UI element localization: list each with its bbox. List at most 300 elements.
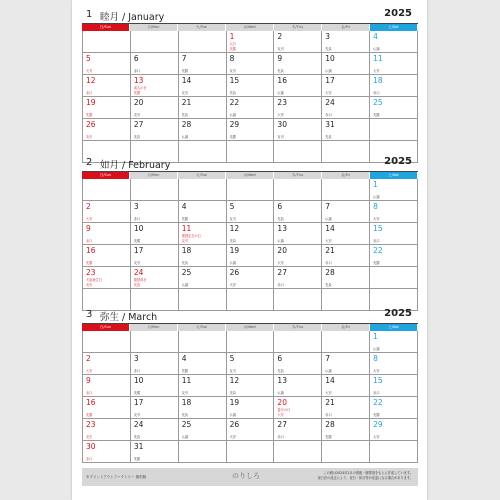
day-number: 12 xyxy=(229,224,240,233)
day-cell xyxy=(370,331,418,353)
day-number: 4 xyxy=(373,32,378,41)
day-cell xyxy=(131,119,179,141)
rokuyo-label: 先勝 xyxy=(325,435,332,439)
rokuyo-label: 大安 xyxy=(86,217,93,221)
day-cell xyxy=(131,75,179,97)
day-number: 18 xyxy=(181,398,192,407)
rokuyo-label: 先負 xyxy=(133,435,141,439)
empty-day-cell xyxy=(370,441,418,463)
day-cell xyxy=(274,223,322,245)
day-number: 2 xyxy=(277,32,283,41)
day-cell xyxy=(274,53,322,75)
day-number: 18 xyxy=(181,246,192,255)
empty-day-cell xyxy=(131,331,179,353)
rokuyo-label: 友引 xyxy=(86,283,93,287)
day-cell xyxy=(83,441,131,463)
day-cell xyxy=(83,223,131,245)
rokuyo-label: 仏滅 xyxy=(277,91,284,95)
rokuyo-label: 先勝 xyxy=(229,135,236,139)
day-number: 5 xyxy=(229,202,235,211)
day-cell xyxy=(227,245,275,267)
day-number: 28 xyxy=(325,268,335,277)
weekday-header xyxy=(82,172,418,179)
rokuyo-label: 赤口 xyxy=(277,283,284,287)
weekday-label: 木/Thu xyxy=(274,24,322,31)
day-cell xyxy=(274,375,322,397)
rokuyo-label: 大安 xyxy=(277,113,284,117)
empty-day-cell xyxy=(83,331,131,353)
day-cell xyxy=(179,245,227,267)
day-cell xyxy=(274,419,322,441)
day-cell xyxy=(322,267,370,289)
day-number: 25 xyxy=(181,268,192,277)
day-cell xyxy=(131,97,179,119)
empty-day-cell xyxy=(370,267,418,289)
day-cell xyxy=(131,267,179,289)
day-number: 4 xyxy=(181,354,187,363)
day-cell xyxy=(322,375,370,397)
rokuyo-label: 仏滅 xyxy=(181,135,189,139)
day-number: 27 xyxy=(277,420,287,429)
rokuyo-label: 赤口 xyxy=(133,369,141,373)
day-cell xyxy=(227,201,275,223)
footer-note-line-2: 祝日法の改正により、祝日・休日等が変更になる場合があります。 xyxy=(317,476,413,480)
day-number: 8 xyxy=(373,354,378,363)
day-cell xyxy=(83,53,131,75)
day-number: 29 xyxy=(229,120,240,129)
rokuyo-label: 仏滅 xyxy=(325,69,332,73)
rokuyo-label: 先勝 xyxy=(86,413,93,417)
day-cell xyxy=(322,31,370,53)
day-cell xyxy=(131,53,179,75)
day-cell xyxy=(227,119,275,141)
empty-day-cell xyxy=(370,119,418,141)
day-cell xyxy=(131,441,179,463)
day-number: 22 xyxy=(373,246,383,255)
day-cell xyxy=(83,75,131,97)
rokuyo-label: 先負 xyxy=(181,261,189,265)
day-number: 24 xyxy=(133,268,144,277)
day-cell xyxy=(274,245,322,267)
day-cell xyxy=(227,53,275,75)
day-cell xyxy=(322,119,370,141)
rokuyo-label: 先勝 xyxy=(373,413,380,417)
weekday-label: 金/Fri xyxy=(322,172,370,179)
rokuyo-label: 先負 xyxy=(325,135,332,139)
day-cell xyxy=(179,97,227,119)
empty-day-cell xyxy=(227,331,275,353)
rokuyo-label: 赤口 xyxy=(86,239,93,243)
rokuyo-label: 先勝 xyxy=(181,217,189,221)
rokuyo-label: 先負 xyxy=(229,91,236,95)
rokuyo-label: 仏滅 xyxy=(277,391,284,395)
rokuyo-label: 友引 xyxy=(229,69,236,73)
day-cell xyxy=(179,397,227,419)
day-cell xyxy=(131,375,179,397)
rokuyo-label: 赤口 xyxy=(325,113,332,117)
weekday-header xyxy=(82,324,418,331)
day-number: 21 xyxy=(181,98,192,107)
month-number: 3 xyxy=(86,309,93,320)
rokuyo-label: 先負 xyxy=(133,135,141,139)
day-cell xyxy=(83,245,131,267)
day-number: 26 xyxy=(229,420,240,429)
day-cell xyxy=(131,419,179,441)
day-number: 28 xyxy=(181,120,192,129)
empty-day-cell xyxy=(179,31,227,53)
empty-day-cell xyxy=(131,31,179,53)
month-header xyxy=(82,308,418,324)
empty-day-cell xyxy=(131,179,179,201)
rokuyo-label: 友引 xyxy=(181,239,189,243)
day-number: 14 xyxy=(325,224,335,233)
day-number: 10 xyxy=(133,376,144,385)
empty-day-cell xyxy=(227,179,275,201)
day-number: 21 xyxy=(325,398,335,407)
day-number: 6 xyxy=(277,354,283,363)
day-number: 19 xyxy=(86,98,96,107)
day-number: 16 xyxy=(86,246,96,255)
month-name: 弥生 / March xyxy=(100,312,158,323)
day-number: 6 xyxy=(133,54,139,63)
rokuyo-label: 赤口 xyxy=(373,391,380,395)
rokuyo-label: 先勝 xyxy=(86,113,93,117)
month-february xyxy=(82,156,418,311)
day-number: 7 xyxy=(325,354,331,363)
calendar-sheet xyxy=(72,0,427,500)
day-number: 10 xyxy=(325,54,335,63)
day-number: 26 xyxy=(86,120,96,129)
day-cell xyxy=(179,375,227,397)
rokuyo-label: 赤口 xyxy=(86,457,93,461)
rokuyo-label: 赤口 xyxy=(373,91,380,95)
weekday-label: 土/Sat xyxy=(370,172,418,179)
holiday-name: 振替休日 xyxy=(133,278,147,282)
day-cell xyxy=(322,223,370,245)
rokuyo-label: 先勝 xyxy=(133,91,141,95)
rokuyo-label: 仏滅 xyxy=(325,369,332,373)
day-cell xyxy=(227,419,275,441)
day-cell xyxy=(227,75,275,97)
rokuyo-label: 先負 xyxy=(325,283,332,287)
empty-day-cell xyxy=(83,31,131,53)
rokuyo-label: 友引 xyxy=(133,261,141,265)
day-cell xyxy=(322,75,370,97)
day-cell xyxy=(370,179,418,201)
day-number: 24 xyxy=(325,98,335,107)
rokuyo-label: 仏滅 xyxy=(229,113,236,117)
rokuyo-label: 友引 xyxy=(229,217,236,221)
day-number: 9 xyxy=(86,376,91,385)
day-number: 19 xyxy=(229,398,240,407)
rokuyo-label: 大安 xyxy=(325,239,332,243)
month-march xyxy=(82,308,418,463)
rokuyo-label: 友引 xyxy=(86,435,93,439)
rokuyo-label: 友引 xyxy=(277,47,284,51)
weekday-label: 月/Mon xyxy=(130,24,178,31)
day-number: 17 xyxy=(133,246,144,255)
day-cell xyxy=(322,53,370,75)
day-cell xyxy=(322,97,370,119)
rokuyo-label: 仏滅 xyxy=(181,435,189,439)
footer-note-line-1: この暦は2024年2月の情報・暦要項をもとに作成しています。 xyxy=(323,471,413,475)
day-number: 17 xyxy=(133,398,144,407)
day-number: 30 xyxy=(86,442,96,451)
day-cell xyxy=(227,397,275,419)
day-grid xyxy=(82,331,418,463)
day-number: 14 xyxy=(181,76,192,85)
day-cell xyxy=(83,397,131,419)
day-number: 14 xyxy=(325,376,335,385)
rokuyo-label: 大安 xyxy=(325,391,332,395)
weekday-label: 日/Sun xyxy=(82,324,130,331)
rokuyo-label: 先勝 xyxy=(86,261,93,265)
month-number: 2 xyxy=(86,157,93,168)
rokuyo-label: 先負 xyxy=(277,369,284,373)
rokuyo-label: 仏滅 xyxy=(373,47,380,51)
holiday-name: 春分の日 xyxy=(277,408,291,412)
day-cell xyxy=(322,245,370,267)
rokuyo-label: 赤口 xyxy=(86,91,93,95)
day-number: 9 xyxy=(86,224,91,233)
rokuyo-label: 仏滅 xyxy=(373,347,380,351)
day-cell xyxy=(227,223,275,245)
month-number: 1 xyxy=(86,9,93,20)
weekday-label: 火/Tue xyxy=(178,172,226,179)
day-number: 13 xyxy=(133,76,144,85)
holiday-name: 元日 xyxy=(229,42,236,46)
holiday-name: 成人の日 xyxy=(133,86,147,90)
day-cell xyxy=(274,31,322,53)
day-cell xyxy=(83,419,131,441)
empty-day-cell xyxy=(179,331,227,353)
rokuyo-label: 仏滅 xyxy=(229,261,236,265)
rokuyo-label: 先勝 xyxy=(373,261,380,265)
day-number: 27 xyxy=(277,268,287,277)
weekday-label: 水/Wed xyxy=(226,24,274,31)
day-cell xyxy=(322,201,370,223)
day-number: 20 xyxy=(277,246,287,255)
day-cell xyxy=(274,201,322,223)
day-number: 31 xyxy=(325,120,335,129)
day-number: 12 xyxy=(229,376,240,385)
day-number: 31 xyxy=(133,442,144,451)
day-number: 24 xyxy=(133,420,144,429)
empty-day-cell xyxy=(322,179,370,201)
day-cell xyxy=(179,223,227,245)
rokuyo-label: 大安 xyxy=(373,217,380,221)
day-number: 8 xyxy=(229,54,235,63)
weekday-label: 火/Tue xyxy=(178,24,226,31)
day-number: 27 xyxy=(133,120,144,129)
day-cell xyxy=(83,375,131,397)
day-cell xyxy=(322,419,370,441)
rokuyo-label: 友引 xyxy=(133,413,141,417)
day-number: 16 xyxy=(86,398,96,407)
empty-day-cell xyxy=(83,179,131,201)
day-number: 5 xyxy=(229,354,235,363)
day-cell xyxy=(227,267,275,289)
footer-logo-text: のりしろ xyxy=(232,472,260,480)
rokuyo-label: 先勝 xyxy=(133,239,141,243)
rokuyo-label: 先勝 xyxy=(229,47,236,51)
rokuyo-label: 先負 xyxy=(229,239,236,243)
footer xyxy=(82,468,418,486)
rokuyo-label: 友引 xyxy=(229,369,236,373)
month-header xyxy=(82,156,418,172)
day-number: 15 xyxy=(229,76,240,85)
rokuyo-label: 先負 xyxy=(133,283,141,287)
rokuyo-label: 赤口 xyxy=(86,391,93,395)
day-number: 15 xyxy=(373,224,383,233)
day-number: 23 xyxy=(86,420,96,429)
rokuyo-label: 仏滅 xyxy=(373,195,380,199)
day-number: 1 xyxy=(373,332,378,341)
day-number: 6 xyxy=(277,202,283,211)
rokuyo-label: 大安 xyxy=(86,369,93,373)
day-cell xyxy=(131,201,179,223)
rokuyo-label: 赤口 xyxy=(277,435,284,439)
rokuyo-label: 先勝 xyxy=(133,391,141,395)
rokuyo-label: 大安 xyxy=(373,369,380,373)
day-number: 12 xyxy=(86,76,96,85)
copyright-text: ©プリントアウトファクトリー 無料版 xyxy=(86,475,147,479)
day-number: 22 xyxy=(373,398,383,407)
day-cell xyxy=(370,223,418,245)
day-cell xyxy=(131,245,179,267)
day-cell xyxy=(370,75,418,97)
rokuyo-label: 友引 xyxy=(86,135,93,139)
day-number: 13 xyxy=(277,376,287,385)
day-cell xyxy=(370,31,418,53)
day-cell xyxy=(322,397,370,419)
empty-day-cell xyxy=(322,331,370,353)
rokuyo-label: 大安 xyxy=(229,435,236,439)
rokuyo-label: 先勝 xyxy=(373,113,380,117)
weekday-label: 金/Fri xyxy=(322,24,370,31)
day-number: 1 xyxy=(373,180,378,189)
rokuyo-label: 赤口 xyxy=(133,217,141,221)
weekday-label: 月/Mon xyxy=(130,172,178,179)
rokuyo-label: 赤口 xyxy=(325,413,332,417)
day-number: 7 xyxy=(325,202,331,211)
rokuyo-label: 友引 xyxy=(133,113,141,117)
rokuyo-label: 先負 xyxy=(181,113,189,117)
rokuyo-label: 先負 xyxy=(229,391,236,395)
month-name: 如月 / February xyxy=(100,160,171,171)
day-number: 3 xyxy=(133,354,139,363)
day-number: 11 xyxy=(181,376,192,385)
rokuyo-label: 仏滅 xyxy=(181,283,189,287)
day-cell xyxy=(274,267,322,289)
day-cell xyxy=(83,267,131,289)
day-number: 23 xyxy=(86,268,96,277)
rokuyo-label: 先勝 xyxy=(181,69,189,73)
day-number: 19 xyxy=(229,246,240,255)
day-cell xyxy=(131,353,179,375)
weekday-label: 火/Tue xyxy=(178,324,226,331)
month-header xyxy=(82,8,418,24)
footer-note xyxy=(318,471,413,481)
day-cell xyxy=(179,75,227,97)
empty-day-cell xyxy=(179,179,227,201)
rokuyo-label: 先負 xyxy=(181,413,189,417)
day-number: 20 xyxy=(133,98,144,107)
month-year: 2025 xyxy=(384,8,412,19)
day-cell xyxy=(83,201,131,223)
rokuyo-label: 仏滅 xyxy=(277,239,284,243)
day-cell xyxy=(274,97,322,119)
day-number: 25 xyxy=(181,420,192,429)
day-cell xyxy=(179,419,227,441)
day-number: 3 xyxy=(325,32,331,41)
empty-day-cell xyxy=(274,179,322,201)
day-cell xyxy=(274,75,322,97)
weekday-label: 日/Sun xyxy=(82,24,130,31)
rokuyo-label: 大安 xyxy=(277,261,284,265)
day-number: 23 xyxy=(277,98,287,107)
rokuyo-label: 先負 xyxy=(277,217,284,221)
rokuyo-label: 仏滅 xyxy=(325,217,332,221)
day-number: 17 xyxy=(325,76,335,85)
day-number: 22 xyxy=(229,98,240,107)
rokuyo-label: 大安 xyxy=(277,413,284,417)
day-cell xyxy=(274,119,322,141)
day-cell xyxy=(370,353,418,375)
day-cell xyxy=(179,267,227,289)
rokuyo-label: 大安 xyxy=(373,435,380,439)
rokuyo-label: 大安 xyxy=(229,283,236,287)
day-cell xyxy=(370,375,418,397)
day-number: 5 xyxy=(86,54,91,63)
day-cell xyxy=(83,353,131,375)
day-cell xyxy=(227,353,275,375)
day-number: 2 xyxy=(86,354,91,363)
day-number: 26 xyxy=(229,268,240,277)
day-number: 15 xyxy=(373,376,383,385)
day-number: 3 xyxy=(133,202,139,211)
day-number: 21 xyxy=(325,246,335,255)
rokuyo-label: 仏滅 xyxy=(229,413,236,417)
month-year: 2025 xyxy=(384,308,412,319)
day-cell xyxy=(83,97,131,119)
rokuyo-label: 友引 xyxy=(181,391,189,395)
empty-day-cell xyxy=(179,441,227,463)
rokuyo-label: 先勝 xyxy=(133,457,141,461)
day-number: 1 xyxy=(229,32,235,41)
day-cell xyxy=(227,375,275,397)
weekday-label: 金/Fri xyxy=(322,324,370,331)
weekday-label: 月/Mon xyxy=(130,324,178,331)
day-cell xyxy=(179,201,227,223)
day-number: 13 xyxy=(277,224,287,233)
day-number: 11 xyxy=(181,224,192,233)
rokuyo-label: 大安 xyxy=(373,69,380,73)
day-number: 10 xyxy=(133,224,144,233)
day-cell xyxy=(179,119,227,141)
day-cell xyxy=(370,419,418,441)
day-cell xyxy=(370,53,418,75)
empty-day-cell xyxy=(322,441,370,463)
day-cell xyxy=(227,31,275,53)
rokuyo-label: 大安 xyxy=(325,91,332,95)
day-cell xyxy=(179,53,227,75)
day-number: 20 xyxy=(277,398,287,407)
day-number: 28 xyxy=(325,420,335,429)
day-cell xyxy=(83,119,131,141)
day-number: 16 xyxy=(277,76,287,85)
day-number: 18 xyxy=(373,76,383,85)
